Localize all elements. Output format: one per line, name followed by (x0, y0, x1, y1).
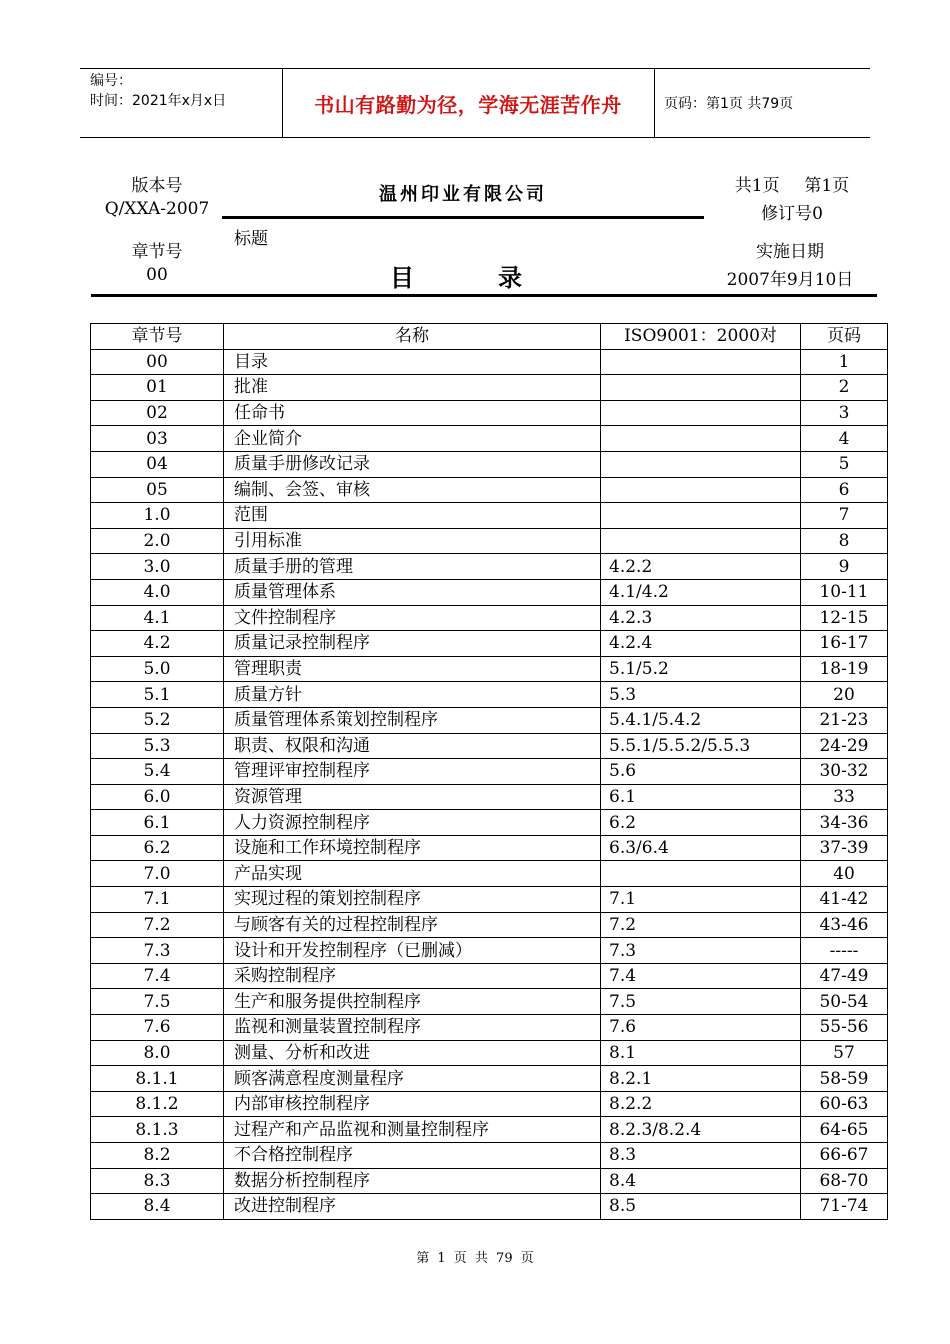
chapter-cell: 8.1.1 (91, 1066, 224, 1092)
iso-cell: 8.4 (601, 1168, 801, 1194)
iso-cell (601, 861, 801, 887)
iso-cell: 7.4 (601, 963, 801, 989)
table-row (91, 503, 888, 529)
page-cell: 3 (801, 400, 888, 426)
page-cell: 50-54 (801, 989, 888, 1015)
chapter-cell: 7.0 (91, 861, 224, 887)
name-cell: 企业简介 (224, 426, 601, 452)
table-row (91, 1066, 888, 1092)
iso-cell: 8.3 (601, 1143, 801, 1169)
name-cell: 质量管理体系策划控制程序 (224, 707, 601, 733)
iso-cell (601, 400, 801, 426)
time-label: 时间：2021年x月x日 (90, 93, 227, 109)
header-rule (91, 294, 877, 297)
page-cell: 55-56 (801, 1015, 888, 1041)
chapter-cell: 03 (91, 426, 224, 452)
version-value: Q/XXA-2007 (104, 199, 210, 219)
chapter-cell: 4.0 (91, 579, 224, 605)
chapter-cell: 05 (91, 477, 224, 503)
iso-cell: 5.5.1/5.5.2/5.5.3 (601, 733, 801, 759)
name-cell: 人力资源控制程序 (224, 810, 601, 836)
name-cell: 引用标准 (224, 528, 601, 554)
table-row (91, 1117, 888, 1143)
chapter-cell: 3.0 (91, 554, 224, 580)
impl-date-value: 2007年9月10日 (726, 270, 854, 290)
chapter-block (95, 237, 219, 285)
name-cell: 管理评审控制程序 (224, 759, 601, 785)
pages-total: 共1页 (734, 176, 780, 196)
name-cell: 范围 (224, 503, 601, 529)
chapter-cell: 8.3 (91, 1168, 224, 1194)
table-row (91, 784, 888, 810)
page-count-block (712, 171, 872, 224)
table-row (91, 1143, 888, 1169)
iso-cell: 4.1/4.2 (601, 579, 801, 605)
page-cell: 10-11 (801, 579, 888, 605)
name-cell: 任命书 (224, 400, 601, 426)
banner-motto: 书山有路勤为径，学海无涯苦作舟 (314, 92, 622, 117)
chapter-cell: 7.3 (91, 938, 224, 964)
iso-cell (601, 426, 801, 452)
table-row (91, 579, 888, 605)
chapter-label: 章节号 (131, 242, 183, 262)
table-row (91, 375, 888, 401)
banner-page-info: 页码：第1页 共79页 (664, 96, 794, 112)
chapter-cell: 8.0 (91, 1040, 224, 1066)
chapter-cell: 5.0 (91, 656, 224, 682)
page-cell: 43-46 (801, 912, 888, 938)
iso-cell: 8.1 (601, 1040, 801, 1066)
name-cell: 实现过程的策划控制程序 (224, 887, 601, 913)
name-cell: 内部审核控制程序 (224, 1091, 601, 1117)
name-cell: 顾客满意程度测量程序 (224, 1066, 601, 1092)
page-cell: 71-74 (801, 1194, 888, 1220)
name-cell: 采购控制程序 (224, 963, 601, 989)
iso-cell (601, 375, 801, 401)
number-label: 编号： (90, 73, 132, 89)
iso-cell: 8.2.1 (601, 1066, 801, 1092)
chapter-cell: 00 (91, 349, 224, 375)
column-header-iso: ISO9001：2000对 (601, 324, 801, 350)
name-cell: 资源管理 (224, 784, 601, 810)
company-rule (222, 216, 704, 219)
chapter-cell: 7.6 (91, 1015, 224, 1041)
page-cell: 18-19 (801, 656, 888, 682)
column-header-page: 页码 (801, 324, 888, 350)
page-footer: 第 1 页 共 79 页 (416, 1251, 534, 1266)
chapter-cell: 6.0 (91, 784, 224, 810)
table-row (91, 477, 888, 503)
chapter-cell: 8.2 (91, 1143, 224, 1169)
table-row (91, 887, 888, 913)
page-cell: 9 (801, 554, 888, 580)
name-cell: 不合格控制程序 (224, 1143, 601, 1169)
page-cell: 7 (801, 503, 888, 529)
page-cell: ----- (801, 938, 888, 964)
name-cell: 质量管理体系 (224, 579, 601, 605)
page-cell: 21-23 (801, 707, 888, 733)
page-cell: 6 (801, 477, 888, 503)
iso-cell: 4.2.4 (601, 631, 801, 657)
page-cell: 57 (801, 1040, 888, 1066)
table-row (91, 861, 888, 887)
name-cell: 编制、会签、审核 (224, 477, 601, 503)
iso-cell: 6.3/6.4 (601, 835, 801, 861)
iso-cell: 8.2.3/8.2.4 (601, 1117, 801, 1143)
page-cell: 8 (801, 528, 888, 554)
chapter-cell: 5.4 (91, 759, 224, 785)
toc-table (90, 323, 888, 1220)
chapter-cell: 5.3 (91, 733, 224, 759)
name-cell: 设施和工作环境控制程序 (224, 835, 601, 861)
iso-cell: 5.1/5.2 (601, 656, 801, 682)
table-row (91, 938, 888, 964)
iso-cell: 7.2 (601, 912, 801, 938)
table-row (91, 1194, 888, 1220)
impl-date-label: 实施日期 (756, 242, 824, 262)
banner-meta (90, 71, 226, 111)
page-cell: 60-63 (801, 1091, 888, 1117)
iso-cell: 4.2.3 (601, 605, 801, 631)
page-cell: 33 (801, 784, 888, 810)
table-row (91, 1168, 888, 1194)
page-cell: 58-59 (801, 1066, 888, 1092)
page-cell: 5 (801, 451, 888, 477)
name-cell: 质量方针 (224, 682, 601, 708)
table-row (91, 989, 888, 1015)
page-cell: 64-65 (801, 1117, 888, 1143)
page-cell: 30-32 (801, 759, 888, 785)
name-cell: 改进控制程序 (224, 1194, 601, 1220)
table-row (91, 835, 888, 861)
name-cell: 质量手册修改记录 (224, 451, 601, 477)
chapter-cell: 8.1.2 (91, 1091, 224, 1117)
name-cell: 管理职责 (224, 656, 601, 682)
column-header-chapter: 章节号 (91, 324, 224, 350)
name-cell: 职责、权限和沟通 (224, 733, 601, 759)
iso-cell: 7.3 (601, 938, 801, 964)
iso-cell: 4.2.2 (601, 554, 801, 580)
iso-cell (601, 503, 801, 529)
name-cell: 监视和测量装置控制程序 (224, 1015, 601, 1041)
table-row (91, 707, 888, 733)
version-label: 版本号 (131, 176, 183, 196)
document-title: 目录 (390, 264, 606, 292)
page-cell: 2 (801, 375, 888, 401)
impl-date-block (708, 237, 872, 290)
table-row (91, 451, 888, 477)
name-cell: 产品实现 (224, 861, 601, 887)
table-row (91, 528, 888, 554)
chapter-value: 00 (146, 265, 168, 285)
iso-cell: 5.3 (601, 682, 801, 708)
page-cell: 41-42 (801, 887, 888, 913)
chapter-cell: 7.2 (91, 912, 224, 938)
table-row (91, 963, 888, 989)
chapter-cell: 6.1 (91, 810, 224, 836)
table-row (91, 605, 888, 631)
name-cell: 文件控制程序 (224, 605, 601, 631)
page-cell: 66-67 (801, 1143, 888, 1169)
table-row (91, 656, 888, 682)
iso-cell: 6.2 (601, 810, 801, 836)
page-cell: 20 (801, 682, 888, 708)
iso-cell: 7.6 (601, 1015, 801, 1041)
banner-divider (654, 69, 655, 137)
chapter-cell: 2.0 (91, 528, 224, 554)
chapter-cell: 7.1 (91, 887, 224, 913)
top-banner (80, 68, 870, 138)
table-row (91, 912, 888, 938)
chapter-cell: 02 (91, 400, 224, 426)
chapter-cell: 7.5 (91, 989, 224, 1015)
page-cell: 68-70 (801, 1168, 888, 1194)
page-cell: 40 (801, 861, 888, 887)
title-label: 标题 (234, 229, 268, 249)
table-row (91, 810, 888, 836)
iso-cell: 7.1 (601, 887, 801, 913)
page-cell: 16-17 (801, 631, 888, 657)
chapter-cell: 8.1.3 (91, 1117, 224, 1143)
name-cell: 设计和开发控制程序（已删减） (224, 938, 601, 964)
chapter-cell: 5.1 (91, 682, 224, 708)
iso-cell: 8.2.2 (601, 1091, 801, 1117)
table-row (91, 1091, 888, 1117)
name-cell: 批准 (224, 375, 601, 401)
name-cell: 过程产和产品监视和测量控制程序 (224, 1117, 601, 1143)
chapter-cell: 04 (91, 451, 224, 477)
table-row (91, 400, 888, 426)
chapter-cell: 4.1 (91, 605, 224, 631)
chapter-cell: 6.2 (91, 835, 224, 861)
iso-cell (601, 477, 801, 503)
table-row (91, 554, 888, 580)
iso-cell: 7.5 (601, 989, 801, 1015)
name-cell: 质量手册的管理 (224, 554, 601, 580)
name-cell: 测量、分析和改进 (224, 1040, 601, 1066)
chapter-cell: 01 (91, 375, 224, 401)
page-current: 第1页 (804, 176, 850, 196)
iso-cell: 6.1 (601, 784, 801, 810)
page-cell: 37-39 (801, 835, 888, 861)
iso-cell (601, 451, 801, 477)
page-cell: 12-15 (801, 605, 888, 631)
version-block (95, 171, 219, 219)
iso-cell (601, 349, 801, 375)
iso-cell (601, 528, 801, 554)
table-row (91, 759, 888, 785)
chapter-cell: 1.0 (91, 503, 224, 529)
table-row (91, 426, 888, 452)
revision-number: 修订号0 (761, 204, 823, 224)
page-cell: 4 (801, 426, 888, 452)
table-header-row (91, 324, 888, 350)
name-cell: 质量记录控制程序 (224, 631, 601, 657)
table-row (91, 733, 888, 759)
table-row (91, 349, 888, 375)
chapter-cell: 7.4 (91, 963, 224, 989)
table-row (91, 631, 888, 657)
iso-cell: 5.6 (601, 759, 801, 785)
iso-cell: 5.4.1/5.4.2 (601, 707, 801, 733)
column-header-name: 名称 (224, 324, 601, 350)
iso-cell: 8.5 (601, 1194, 801, 1220)
chapter-cell: 5.2 (91, 707, 224, 733)
name-cell: 生产和服务提供控制程序 (224, 989, 601, 1015)
page-cell: 24-29 (801, 733, 888, 759)
company-name: 温州印业有限公司 (379, 184, 547, 205)
page-cell: 47-49 (801, 963, 888, 989)
page-cell: 1 (801, 349, 888, 375)
chapter-cell: 8.4 (91, 1194, 224, 1220)
page-cell: 34-36 (801, 810, 888, 836)
chapter-cell: 4.2 (91, 631, 224, 657)
name-cell: 目录 (224, 349, 601, 375)
table-row (91, 1015, 888, 1041)
name-cell: 与顾客有关的过程控制程序 (224, 912, 601, 938)
name-cell: 数据分析控制程序 (224, 1168, 601, 1194)
table-row (91, 682, 888, 708)
table-row (91, 1040, 888, 1066)
